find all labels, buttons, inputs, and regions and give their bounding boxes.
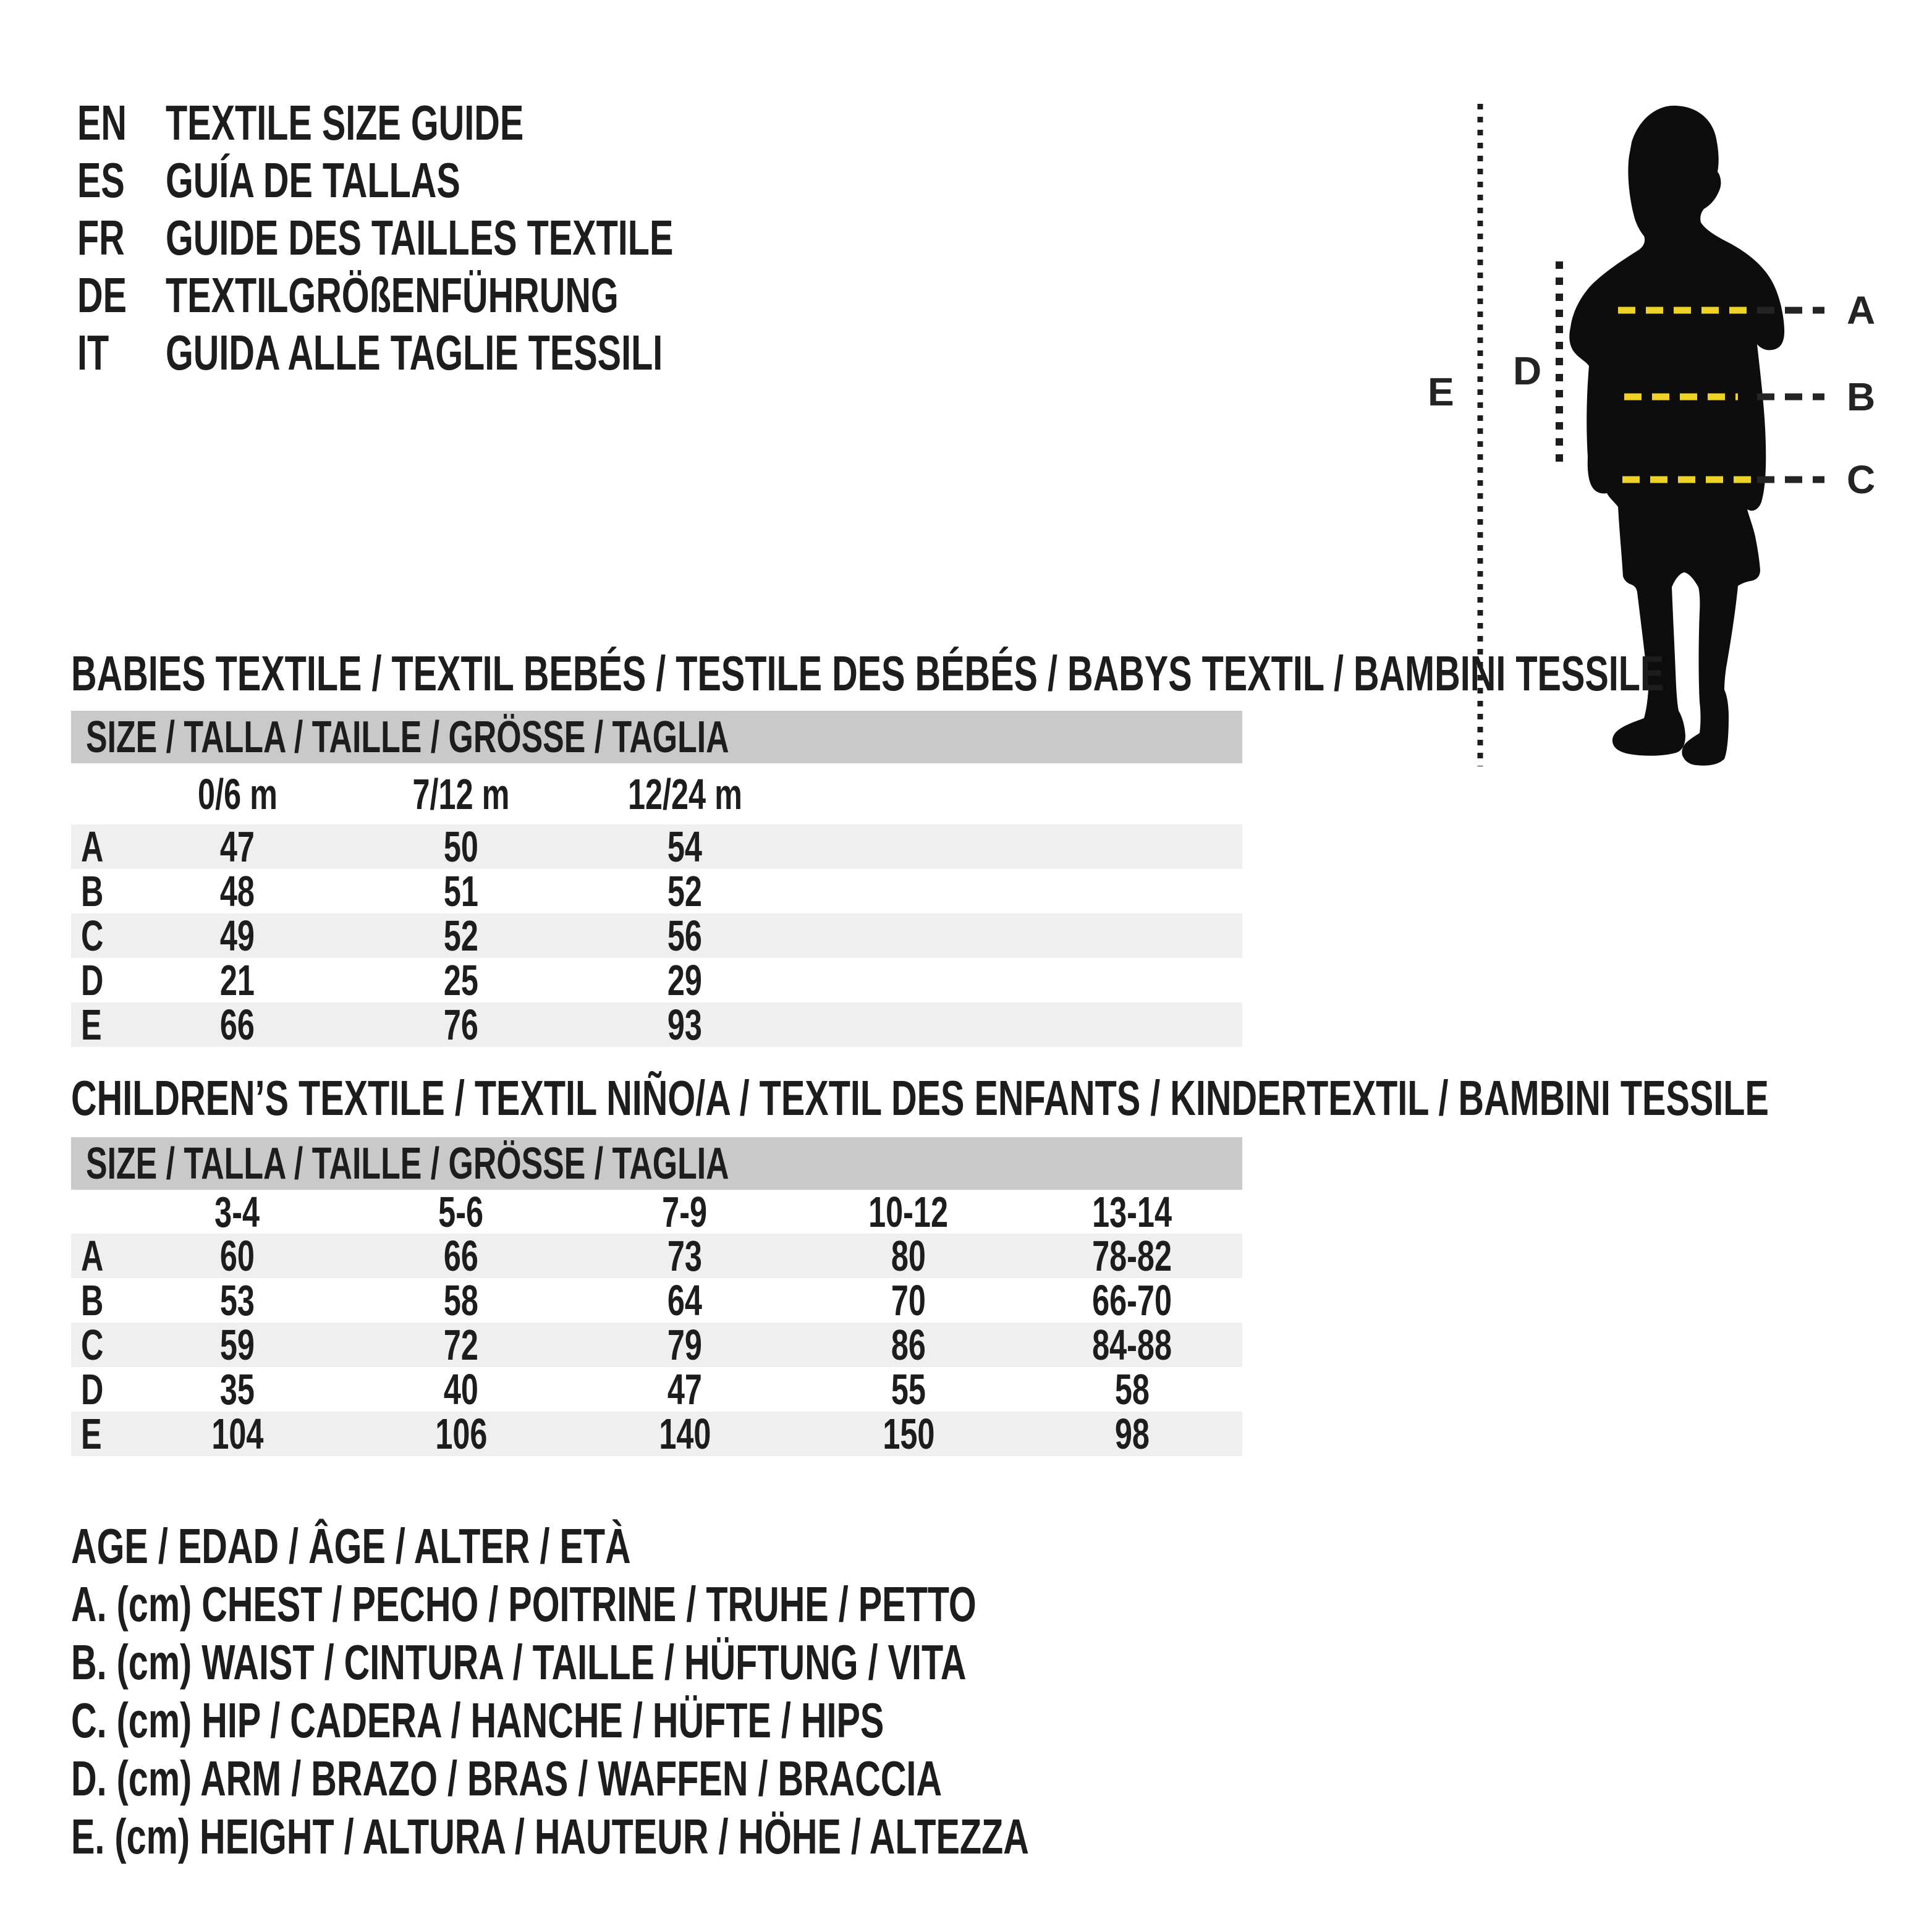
measure-label-e: E bbox=[1428, 370, 1455, 414]
legend-line-age: AGE / EDAD / ÂGE / ALTER / ETÀ bbox=[71, 1519, 631, 1574]
cell-value: 66-70 bbox=[1092, 1276, 1172, 1324]
column-header: 13-14 bbox=[1092, 1187, 1172, 1236]
babies-section-title: BABIES TEXTILE / TEXTIL BEBÉS / TESTILE DES BÉBÉS / BABYS TEXTIL / BAMBINI TESSILE bbox=[71, 646, 1664, 701]
cell-value: 79 bbox=[667, 1321, 703, 1369]
row-label: E bbox=[81, 1410, 102, 1458]
cell-value: 86 bbox=[891, 1321, 926, 1369]
column-header: 12/24 m bbox=[627, 769, 742, 818]
measurement-legend bbox=[71, 1517, 1402, 1866]
cell-value: 48 bbox=[219, 867, 255, 915]
cell-value: 52 bbox=[443, 912, 479, 960]
cell-value: 29 bbox=[667, 956, 703, 1004]
cell-value: 51 bbox=[443, 867, 479, 915]
cell-value: 53 bbox=[219, 1276, 255, 1324]
cell-value: 104 bbox=[211, 1410, 264, 1458]
cell-value: 93 bbox=[667, 1001, 703, 1049]
cell-value: 52 bbox=[667, 867, 703, 915]
cell-value: 106 bbox=[434, 1410, 488, 1458]
cell-value: 64 bbox=[667, 1276, 703, 1324]
cell-value: 76 bbox=[443, 1001, 479, 1049]
language-code: EN bbox=[77, 95, 127, 150]
cell-value: 150 bbox=[882, 1410, 935, 1458]
language-code: ES bbox=[77, 152, 125, 208]
cell-value: 50 bbox=[443, 823, 479, 871]
children-section-title: CHILDREN’S TEXTILE / TEXTIL NIÑO/A / TEXTIL DES ENFANTS / KINDERTEXTIL / BAMBINI TESSILE bbox=[71, 1070, 1769, 1125]
measure-label-a: A bbox=[1847, 288, 1876, 333]
row-label: A bbox=[81, 823, 104, 871]
row-label: C bbox=[81, 1321, 104, 1369]
cell-value: 21 bbox=[219, 956, 255, 1004]
cell-value: 40 bbox=[443, 1365, 479, 1413]
row-label: E bbox=[81, 1001, 102, 1049]
children-table-header-bar: SIZE / TALLA / TAILLE / GRÖSSE / TAGLIA bbox=[71, 1137, 1242, 1190]
table-row bbox=[71, 913, 1242, 958]
cell-value: 66 bbox=[219, 1001, 255, 1049]
column-header: 5-6 bbox=[438, 1187, 484, 1236]
legend-line-arm: D. (cm) ARM / BRAZO / BRAS / WAFFEN / BRACCIA bbox=[71, 1751, 943, 1806]
legend-line-chest: A. (cm) CHEST / PECHO / POITRINE / TRUHE / PETTO bbox=[71, 1577, 977, 1632]
table-row bbox=[71, 869, 1242, 913]
cell-value: 35 bbox=[219, 1365, 255, 1413]
cell-value: 60 bbox=[219, 1232, 255, 1280]
row-label: D bbox=[81, 1365, 104, 1413]
language-title: TEXTILGRÖßENFÜHRUNG bbox=[166, 267, 619, 323]
children-size-table bbox=[71, 1137, 1242, 1456]
table-row bbox=[71, 958, 1242, 1002]
cell-value: 56 bbox=[667, 912, 703, 960]
legend-line-hip: C. (cm) HIP / CADERA / HANCHE / HÜFTE / HIPS bbox=[71, 1693, 884, 1748]
language-title: GUIDE DES TAILLES TEXTILE bbox=[166, 210, 674, 265]
column-header: 7-9 bbox=[662, 1187, 708, 1236]
column-header: 7/12 m bbox=[412, 769, 510, 818]
language-title: TEXTILE SIZE GUIDE bbox=[166, 95, 524, 150]
measure-label-d: D bbox=[1513, 349, 1543, 393]
cell-value: 54 bbox=[667, 823, 703, 871]
language-code: DE bbox=[77, 267, 127, 323]
babies-size-table bbox=[71, 711, 1242, 1047]
cell-value: 70 bbox=[891, 1276, 926, 1324]
cell-value: 58 bbox=[443, 1276, 479, 1324]
legend-line-height: E. (cm) HEIGHT / ALTURA / HAUTEUR / HÖHE / ALTEZZA bbox=[71, 1809, 1029, 1864]
row-label: A bbox=[81, 1232, 104, 1280]
table-row bbox=[71, 824, 1242, 869]
cell-value: 59 bbox=[219, 1321, 255, 1369]
cell-value: 25 bbox=[443, 956, 479, 1004]
row-label: C bbox=[81, 912, 104, 960]
table-row bbox=[71, 1278, 1242, 1323]
cell-value: 66 bbox=[443, 1232, 479, 1280]
cell-value: 84-88 bbox=[1092, 1321, 1172, 1369]
babies-table-header-bar: SIZE / TALLA / TAILLE / GRÖSSE / TAGLIA bbox=[71, 711, 1242, 763]
language-title: GUIDA ALLE TAGLIE TESSILI bbox=[166, 324, 663, 380]
table-row bbox=[71, 1412, 1242, 1456]
cell-value: 72 bbox=[443, 1321, 479, 1369]
column-header: 3-4 bbox=[214, 1187, 260, 1236]
cell-value: 47 bbox=[219, 823, 255, 871]
language-code: FR bbox=[77, 210, 125, 265]
legend-line-waist: B. (cm) WAIST / CINTURA / TAILLE / HÜFTUNG / VITA bbox=[71, 1635, 967, 1690]
babies-column-header-row bbox=[71, 763, 1242, 824]
cell-value: 140 bbox=[658, 1410, 711, 1458]
column-header: 10-12 bbox=[868, 1187, 949, 1236]
cell-value: 58 bbox=[1114, 1365, 1150, 1413]
row-label: B bbox=[81, 1276, 104, 1324]
cell-value: 80 bbox=[891, 1232, 926, 1280]
column-header: 0/6 m bbox=[197, 769, 278, 818]
measure-label-b: B bbox=[1847, 375, 1876, 419]
row-label: B bbox=[81, 867, 104, 915]
table-row bbox=[71, 1367, 1242, 1412]
children-column-header-row bbox=[71, 1187, 1242, 1236]
row-label: D bbox=[81, 956, 104, 1004]
table-row bbox=[71, 1002, 1242, 1047]
cell-value: 55 bbox=[891, 1365, 926, 1413]
table-row bbox=[71, 1234, 1242, 1278]
language-code: IT bbox=[77, 324, 109, 380]
cell-value: 78-82 bbox=[1092, 1232, 1172, 1280]
cell-value: 73 bbox=[667, 1232, 703, 1280]
cell-value: 98 bbox=[1114, 1410, 1150, 1458]
cell-value: 47 bbox=[667, 1365, 703, 1413]
cell-value: 49 bbox=[219, 912, 255, 960]
measure-label-c: C bbox=[1847, 457, 1876, 502]
table-row bbox=[71, 1323, 1242, 1367]
language-title: GUÍA DE TALLAS bbox=[166, 152, 460, 208]
